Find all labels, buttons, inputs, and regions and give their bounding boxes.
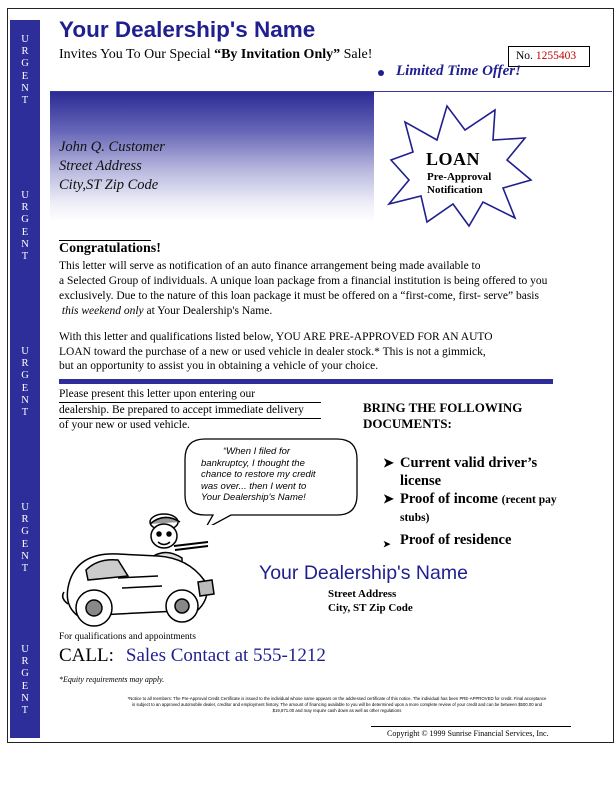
cartoon-car-illustration <box>58 500 216 635</box>
urgent-label: U R G E N T <box>21 34 29 107</box>
bullet-icon <box>378 70 384 76</box>
paragraph-notification: This letter will serve as notification of an auto finance arrangement being made available to a Selected Group of individuals. A unique loan package from a financial institution is being offered to you exclusively. Due to the nature of this loan package it must be offered on a “first-come, first- serve” basis this weekend only at Your Dealership's Name. <box>59 260 548 317</box>
section-bar <box>59 379 553 384</box>
recipient-address <box>59 138 165 195</box>
arrow-icon: ➤ <box>383 539 391 549</box>
fine-print: *Notice to all members: The Pre-Approval Credit Certificate is issued to the individual whose name appears on the addressed certificate of this notice. The individual has been PRE-APPROVED for credit. Final acceptance is subject to an approved automobile dealer, creditor and employment history. The amount of financing available to you will be determined upon a more complete review of your credit and can be between $500.00 and $19,871.00 and may require cash down as well as other regulations <box>127 696 547 714</box>
arrow-icon: ➤ <box>383 455 394 470</box>
list-item: ➤ Proof of income (recent pay stubs) <box>383 491 557 524</box>
present-instructions: Please present this letter upon entering our dealership. Be prepared to accept immediate delivery of your new or used vehicle. <box>59 387 339 434</box>
recipient-name: John Q. Customer <box>59 139 165 155</box>
list-item: ➤ Current valid driver’s license <box>383 455 538 489</box>
copyright: Copyright © 1999 Sunrise Financial Services, Inc. <box>387 729 549 738</box>
dealership-name-footer: Your Dealership's Name <box>259 562 468 584</box>
call-line <box>59 645 326 667</box>
limited-offer: Limited Time Offer! <box>396 63 521 79</box>
paragraph-preapproved: With this letter and qualifications listed below, YOU ARE PRE-APPROVED FOR AN AUTO LOAN toward the purchase of a new or used vehicle in dealer stock.* This is not a gimmick, but an opportunity to assist you in obtaining a vehicle of your choice. <box>59 331 493 372</box>
recipient-city: City,ST Zip Code <box>59 177 159 193</box>
urgent-label: U R G E N T <box>21 502 29 575</box>
dealership-address: Street Address City, ST Zip Code <box>328 588 413 614</box>
recipient-street: Street Address <box>59 158 142 174</box>
dealership-title: Your Dealership's Name <box>59 17 316 42</box>
serial-number: No. 1255403 <box>508 46 590 67</box>
urgent-label: U R G E N T <box>21 190 29 263</box>
bring-documents-heading: BRING THE FOLLOWING DOCUMENTS: <box>363 400 523 431</box>
loan-badge-subtitle: Pre-Approval Notification <box>427 171 492 196</box>
urgent-label: U R G E N T <box>21 346 29 419</box>
loan-badge-title: LOAN <box>426 149 481 169</box>
documents-list <box>383 454 557 549</box>
divider <box>371 726 571 727</box>
equity-note: *Equity requirements may apply. <box>59 675 165 684</box>
testimonial-quote: “When I filed for bankruptcy, I thought the chance to restore my credit was over... then I went to Your Dealership's Name! <box>201 446 316 503</box>
urgent-sidebar <box>10 20 40 738</box>
invite-line: Invites You To Our Special “By Invitation Only” Sale! <box>59 47 373 62</box>
call-label: CALL: <box>59 645 114 666</box>
qualifications-note: For qualifications and appointments <box>59 632 196 642</box>
urgent-label: U R G E N T <box>21 644 29 717</box>
sales-contact: Sales Contact at 555-1212 <box>125 645 326 666</box>
congratulations-heading: Congratulations! <box>59 241 161 256</box>
list-item: ➤ Proof of residence <box>383 531 557 549</box>
arrow-icon: ➤ <box>383 491 394 506</box>
